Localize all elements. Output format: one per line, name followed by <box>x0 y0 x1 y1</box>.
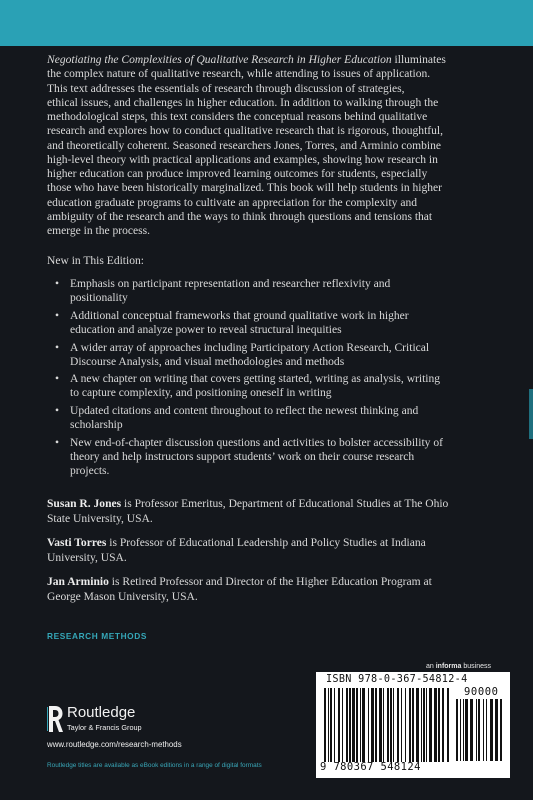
feature-item: • A new chapter on writing that covers getting started, writing as analysis, writing to capture complexity, and positioning oneself in writing <box>55 373 441 400</box>
price-code: 90000 <box>464 686 499 698</box>
author-name: Jan Arminio <box>47 576 109 588</box>
feature-item: • Updated citations and content throughout to reflect the newest thinking and scholarship <box>55 405 419 432</box>
blurb-line: illuminates <box>391 54 446 66</box>
bullet-icon: • <box>55 405 60 418</box>
author-name: Vasti Torres <box>47 537 107 549</box>
ean-barcode-bars <box>324 688 450 762</box>
blurb-line: higher education can produce improved learning outcomes for students, especially <box>47 168 428 180</box>
blurb-line: research and explores how to conduct qualitative research that is rigorous, thoughtful, <box>47 125 443 138</box>
author-bio: Susan R. Jones is Professor Emeritus, Department of Educational Studies at The Ohio State University, USA. <box>47 498 449 525</box>
blurb-book-title: Negotiating the Complexities of Qualitative Research in Higher Education <box>47 54 392 66</box>
informa-business-label: an informa business <box>426 663 491 670</box>
feature-item: • Emphasis on participant representation and researcher reflexivity and positionality <box>55 278 391 304</box>
feature-item: • Additional conceptual frameworks that ground qualitative work in higher education and analyze power to reveal structural inequities <box>55 309 409 336</box>
new-edition-heading: New in This Edition: <box>47 255 144 267</box>
book-description <box>47 53 491 238</box>
publisher-website: www.routledge.com/research-methods <box>47 740 182 749</box>
ebook-availability-note: Routledge titles are available as eBook editions in a range of digital formats <box>47 762 262 769</box>
publisher-group: Taylor & Francis Group <box>67 723 142 732</box>
top-color-band <box>0 0 533 46</box>
isbn-barcode <box>316 672 510 778</box>
author-name: Susan R. Jones <box>47 498 122 510</box>
blurb-line: education graduate programs to cultivate an appreciation for the complexity and <box>47 196 418 209</box>
new-edition-features <box>47 278 491 483</box>
bullet-icon: • <box>55 341 60 354</box>
bullet-icon: • <box>55 373 60 386</box>
feature-item: • A wider array of approaches including Participatory Action Research, Critical Discourse Analysis, and visual methodologies and methods <box>55 341 430 368</box>
blurb-line: methodological steps, this text considers the conceptual reasons behind qualitative <box>47 111 428 123</box>
isbn-label: ISBN 978-0-367-54812-4 <box>326 674 468 685</box>
routledge-logo-icon <box>46 704 64 734</box>
bullet-icon: • <box>55 309 60 322</box>
feature-item: • New end-of-chapter discussion questions and activities to bolster accessibility of theory and help instructors support students’ work on their course research projects. <box>55 437 443 477</box>
author-bio: Vasti Torres is Professor of Educational Leadership and Policy Studies at Indiana University, USA. <box>47 537 426 564</box>
subject-category: RESEARCH METHODS <box>47 631 147 641</box>
blurb-line: ethical issues, and challenges in higher education. In addition to walking through the <box>47 96 439 109</box>
barcode-number: 9 780367 548124 <box>320 761 421 773</box>
blurb-line: emerge in the process. <box>47 225 151 237</box>
blurb-line: ambiguity of the research and the ways to think through questions and tensions that <box>47 210 433 223</box>
supplement-barcode-bars <box>456 699 502 761</box>
blurb-line: high-level theory with practical applications and examples, showing how research in <box>47 153 438 166</box>
bullet-icon: • <box>55 278 60 290</box>
spine-edge-mark <box>529 389 533 439</box>
author-bio: Jan Arminio is Retired Professor and Director of the Higher Education Program at George Mason University, USA. <box>47 576 432 603</box>
author-bios <box>47 497 497 614</box>
blurb-line: This text addresses the essentials of research through discussion of strategies, <box>47 82 405 95</box>
blurb-line: the complex nature of qualitative research, while attending to issues of application. <box>47 68 431 81</box>
blurb-line: those who have been historically marginalized. This book will help students in higher <box>47 182 442 195</box>
publisher-name: Routledge <box>67 704 136 721</box>
blurb-line: and theoretically coherent. Seasoned researchers Jones, Torres, and Arminio combine <box>47 139 442 152</box>
bullet-icon: • <box>55 437 60 450</box>
